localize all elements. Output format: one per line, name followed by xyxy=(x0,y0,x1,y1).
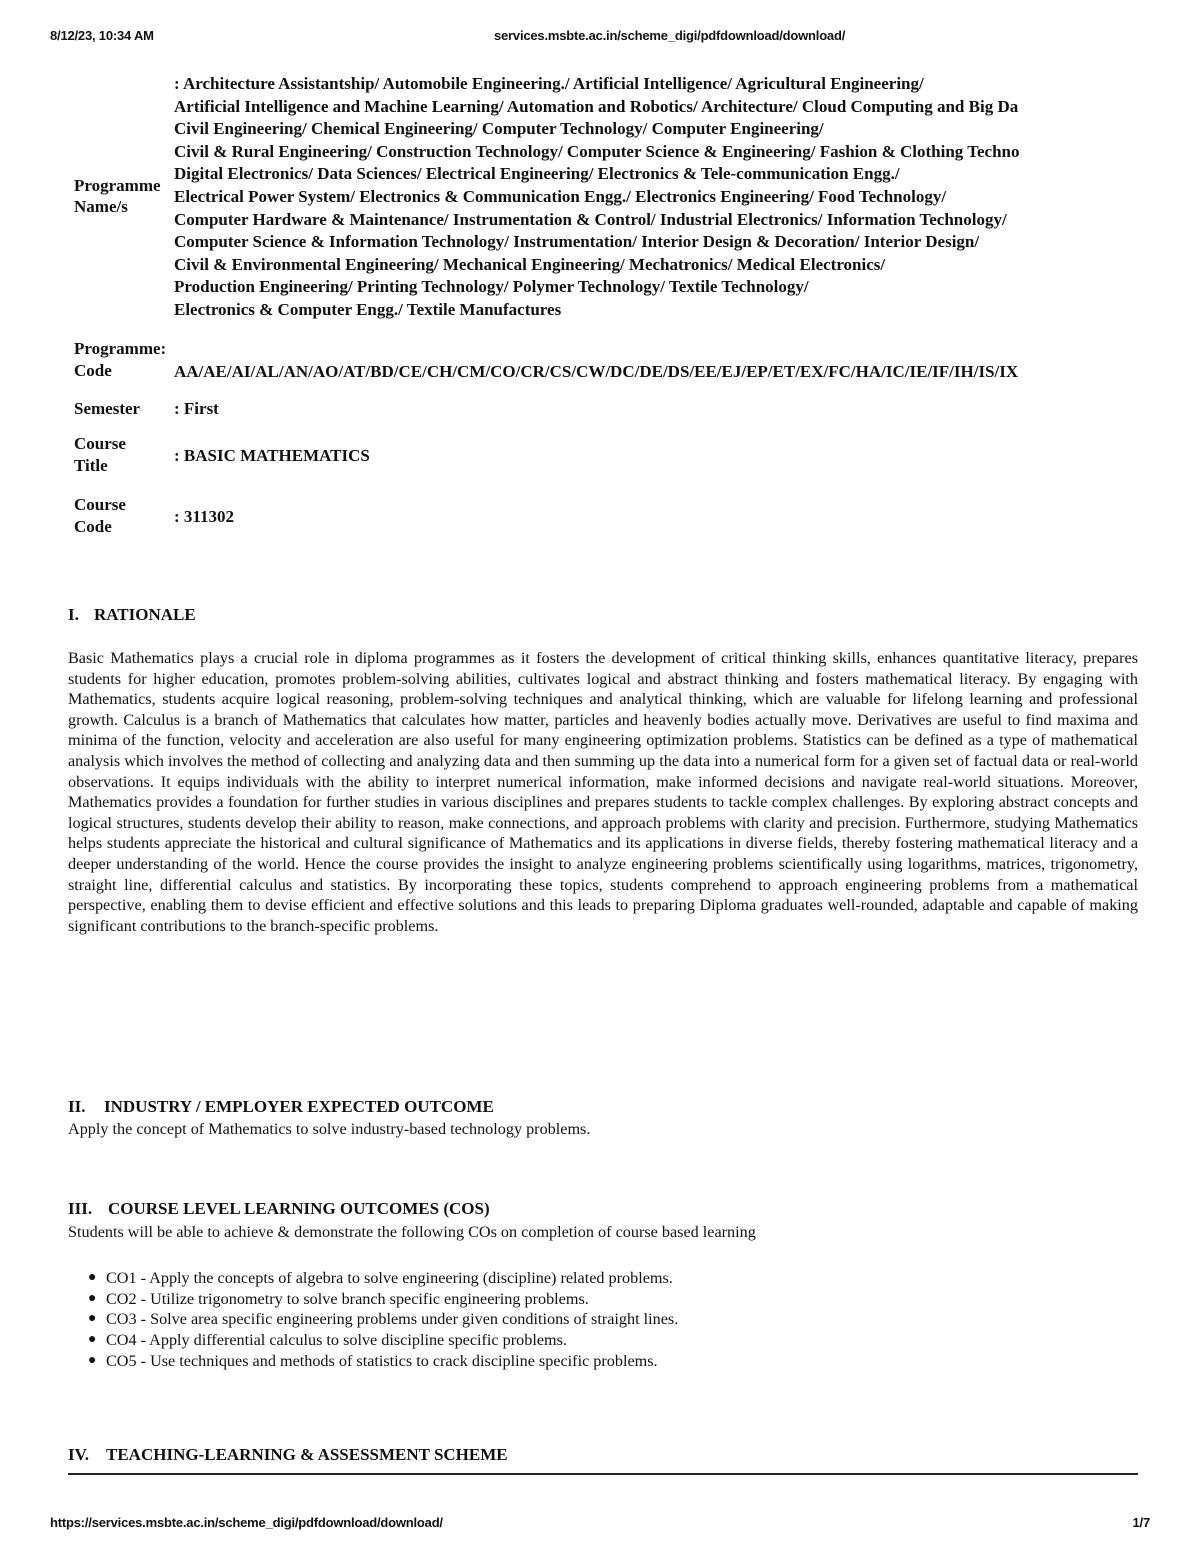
outcomes-intro: Students will be able to achieve & demonstrate the following COs on completion of course based learning xyxy=(68,1223,756,1241)
programme-name-line: Artificial Intelligence and Machine Learning/ Automation and Robotics/ Architecture/ Cloud Computing and Big Da xyxy=(174,96,1019,116)
programme-name-label: Programme Name/s xyxy=(74,176,161,216)
programme-code-value: AA/AE/AI/AL/AN/AO/AT/BD/CE/CH/CM/CO/CR/CS/CW/DC/DE/DS/EE/EJ/EP/ET/EX/FC/HA/IC/IE/IF/IH/IS/IX xyxy=(174,362,1019,381)
course-title-value: : BASIC MATHEMATICS xyxy=(174,446,370,465)
co-text: CO4 - Apply differential calculus to solve discipline specific problems. xyxy=(106,1331,567,1350)
list-item xyxy=(88,1309,678,1330)
list-item xyxy=(88,1289,678,1310)
page-number: 1/7 xyxy=(1132,1515,1150,1530)
programme-name-line: Computer Hardware & Maintenance/ Instrumentation & Control/ Industrial Electronics/ Information Technology/ xyxy=(174,209,1007,229)
section-title: INDUSTRY / EMPLOYER EXPECTED OUTCOME xyxy=(104,1097,494,1116)
section-number: III. xyxy=(68,1199,93,1218)
semester-value: : First xyxy=(174,399,219,418)
course-code-value: : 311302 xyxy=(174,507,234,526)
course-code-label: Course Code xyxy=(74,495,126,536)
programme-name-line: Digital Electronics/ Data Sciences/ Electrical Engineering/ Electronics & Tele-communication Engg./ xyxy=(174,164,900,184)
programme-name-line: Electrical Power System/ Electronics & Communication Engg./ Electronics Engineering/ Food Technology/ xyxy=(174,186,947,206)
outcomes-heading xyxy=(68,1199,490,1219)
print-footer-url: https://services.msbte.ac.in/scheme_digi/pdfdownload/download/ xyxy=(50,1515,443,1530)
bullet-icon: ● xyxy=(88,1290,97,1306)
bullet-icon: ● xyxy=(88,1311,97,1327)
programme-name-block xyxy=(74,73,1150,323)
section-number: IV. xyxy=(68,1445,89,1464)
course-title-label: Course Title xyxy=(74,434,126,475)
co-text: CO3 - Solve area specific engineering problems under given conditions of straight lines. xyxy=(106,1310,679,1329)
semester-label: Semester xyxy=(74,399,141,418)
industry-heading xyxy=(68,1097,494,1117)
print-datetime: 8/12/23, 10:34 AM xyxy=(50,28,154,43)
section-number: I. xyxy=(68,605,79,624)
rationale-heading xyxy=(68,605,196,625)
rationale-paragraph: Basic Mathematics plays a crucial role in diploma programmes as it fosters the development of critical thinking skills, enhances quantitative literacy, prepares students for higher education, promotes problem-solving abilities, cultivates logical and abstract thinking and fosters mathematical literacy. By engaging with Mathematics, students acquire logical reasoning, problem-solving techniques and analytical thinking, which are valuable for lifelong learning and professional growth. Calculus is a branch of Mathematics that calculates how matter, particles and heavenly bodies actually move. Derivatives are useful to find maxima and minima of the function, velocity and acceleration are also useful for many engineering optimization problems. Statistics can be defined as a type of mathematical analysis which involves the method of collecting and analyzing data and then summing up the data into a numerical form for a given set of factual data or real-world observations. It equips individuals with the ability to interpret numerical information, make informed decisions and navigate real-world situations. Moreover, Mathematics provides a foundation for further studies in various disciplines and prepares students to tackle complex challenges. By exploring abstract concepts and logical structures, students develop their ability to reason, make connections, and approach problems with clarity and precision. Furthermore, studying Mathematics helps students appreciate the historical and cultural significance of Mathematics and its applications in diverse fields, thereby fostering mathematical literacy and a deeper understanding of the world. Hence the course provides the insight to analyze engineering problems scientifically using logarithms, matrices, trigonometry, straight line, differential calculus and statistics. By incorporating these topics, students comprehend to approach engineering problems from a mathematical perspective, enabling them to devise efficient and effective solutions and this leads to preparing Diploma graduates well-rounded, adaptable and capable of making significant contributions to the branch-specific problems. xyxy=(68,649,1138,935)
bullet-icon: ● xyxy=(88,1332,97,1348)
programme-name-line: Computer Science & Information Technology/ Instrumentation/ Interior Design & Decoration/ Interior Design/ xyxy=(174,232,980,252)
list-item xyxy=(88,1330,678,1351)
course-outcomes-list xyxy=(88,1268,678,1372)
programme-code-block xyxy=(74,338,1150,386)
programme-code-label: Programme: Code xyxy=(74,339,167,380)
programme-name-line: : Architecture Assistantship/ Automobile Engineering./ Artificial Intelligence/ Agricultural Engineering/ xyxy=(174,74,924,93)
section-title: TEACHING-LEARNING & ASSESSMENT SCHEME xyxy=(106,1445,508,1464)
course-code-block xyxy=(74,494,1150,542)
section-number: II. xyxy=(68,1097,86,1116)
list-item xyxy=(88,1351,678,1372)
programme-name-list xyxy=(174,73,1150,322)
print-header-url: services.msbte.ac.in/scheme_digi/pdfdownload/download/ xyxy=(494,28,846,43)
section-title: COURSE LEVEL LEARNING OUTCOMES (COS) xyxy=(108,1199,490,1218)
section-title: RATIONALE xyxy=(94,605,196,624)
semester-block xyxy=(74,397,1150,423)
co-text: CO1 - Apply the concepts of algebra to solve engineering (discipline) related problems. xyxy=(106,1269,673,1287)
co-text: CO2 - Utilize trigonometry to solve branch specific engineering problems. xyxy=(106,1289,589,1308)
teaching-heading xyxy=(68,1445,508,1465)
programme-name-line: Civil Engineering/ Chemical Engineering/ Computer Technology/ Computer Engineering/ xyxy=(174,119,824,139)
industry-outcome-text: Apply the concept of Mathematics to solve industry-based technology problems. xyxy=(68,1120,591,1138)
bullet-icon: ● xyxy=(88,1270,97,1285)
course-title-block xyxy=(74,433,1150,481)
list-item xyxy=(88,1268,678,1289)
bullet-icon: ● xyxy=(88,1352,97,1368)
programme-name-line: Production Engineering/ Printing Technology/ Polymer Technology/ Textile Technology/ xyxy=(174,277,809,297)
co-text: CO5 - Use techniques and methods of statistics to crack discipline specific problems. xyxy=(106,1351,658,1370)
programme-name-line: Electronics & Computer Engg./ Textile Manufactures xyxy=(174,299,562,319)
section-divider xyxy=(68,1473,1138,1475)
programme-name-line: Civil & Rural Engineering/ Construction Technology/ Computer Science & Engineering/ Fashion & Clothing Techno xyxy=(174,141,1020,161)
programme-name-line: Civil & Environmental Engineering/ Mechanical Engineering/ Mechatronics/ Medical Electronics/ xyxy=(174,254,886,274)
